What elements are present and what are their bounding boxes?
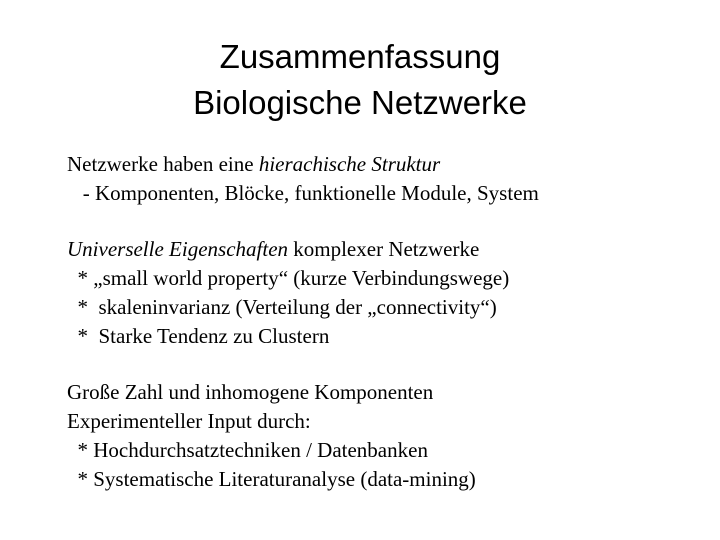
section1-line1-prefix: Netzwerke haben eine <box>67 152 259 176</box>
spacer <box>67 351 707 378</box>
section1-line2: - Komponenten, Blöcke, funktionelle Module, System <box>67 181 539 205</box>
title-line-1: Zusammenfassung <box>219 38 501 75</box>
section1-line1 <box>67 150 707 179</box>
section2-line1 <box>67 235 707 264</box>
section2-line1-suffix: komplexer Netzwerke <box>288 237 480 261</box>
bullet-item: * „small world property“ (kurze Verbindungswege) <box>67 266 510 290</box>
slide-title <box>0 34 720 126</box>
section3-line1: Große Zahl und inhomogene Komponenten <box>67 380 434 404</box>
section3-line2: Experimenteller Input durch: <box>67 409 311 433</box>
bullet-item: * Starke Tendenz zu Clustern <box>67 324 330 348</box>
spacer <box>67 208 707 235</box>
bullet-item: * Hochdurchsatztechniken / Datenbanken <box>67 438 428 462</box>
title-line-2: Biologische Netzwerke <box>193 84 527 121</box>
bullet-item: * Systematische Literaturanalyse (data-mining) <box>67 467 476 491</box>
section1-line1-italic: hierachische Struktur <box>258 152 441 176</box>
section2-line1-italic: Universelle Eigenschaften <box>67 237 289 261</box>
slide-body <box>67 150 707 494</box>
bullet-item: * skaleninvarianz (Verteilung der „connectivity“) <box>67 295 497 319</box>
